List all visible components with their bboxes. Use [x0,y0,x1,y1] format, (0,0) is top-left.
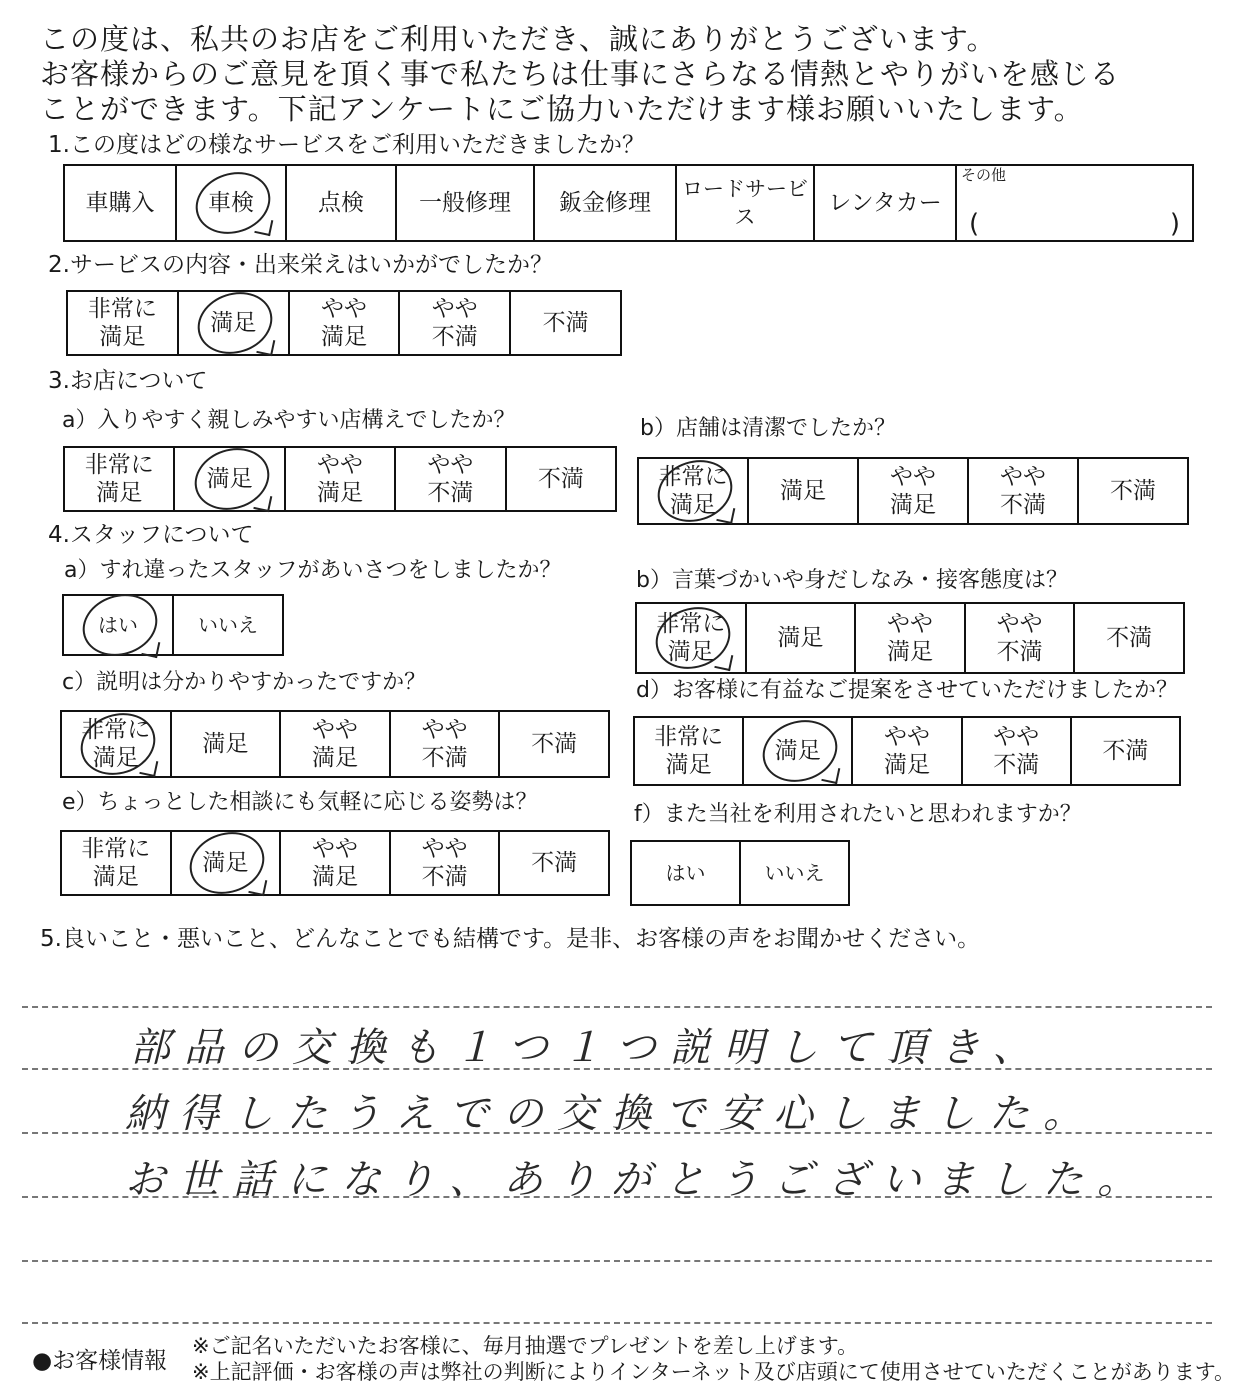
q4d-somewhat-dissatisfied[interactable]: やや 不満 [961,718,1070,784]
q4c-very-satisfied[interactable]: 非常に 満足 [62,712,170,776]
q3b-satisfied[interactable]: 満足 [747,459,857,523]
q4e-somewhat-dissatisfied[interactable]: やや 不満 [389,832,499,894]
q4a-yes[interactable]: はい [64,596,172,654]
q4e-very-satisfied[interactable]: 非常に 満足 [81,836,151,890]
q1-option-other[interactable]: その他 ( ) [955,166,1192,240]
intro-line-1: この度は、私共のお店をご利用いただき、誠にありがとうございます。 [40,22,997,56]
comment-line [22,1006,1212,1008]
q5-title: 5.良いこと・悪いこと、どんなことでも結構です。是非、お客様の声をお聞かせください。 [40,926,981,952]
q4e-satisfied[interactable]: 満足 [170,832,280,894]
q3b-dissatisfied[interactable]: 不満 [1077,459,1187,523]
q4d-title: d）お客様に有益なご提案をさせていただけましたか？ [636,678,1178,703]
q4b-title: b）言葉づかいや身だしなみ・接客態度は？ [636,568,1068,593]
q2-somewhat-dissatisfied[interactable]: やや 不満 [398,292,509,354]
q4d-rating [633,716,1181,786]
q3a-somewhat-satisfied[interactable]: やや 満足 [284,448,394,510]
q4b-somewhat-satisfied[interactable]: やや 満足 [854,604,964,672]
q4d-dissatisfied[interactable]: 不満 [1070,718,1179,784]
q4b-satisfied[interactable]: 満足 [745,604,855,672]
q4f-title: f）また当社を利用されたいと思われますか？ [634,802,1082,827]
q1-option-car-purchase[interactable]: 車購入 [85,190,155,216]
q2-title: 2.サービスの内容・出来栄えはいかがでしたか？ [48,252,553,278]
q3b-title: b）店舗は清潔でしたか？ [640,416,896,441]
comment-line [22,1322,1212,1324]
comment-line [22,1260,1212,1262]
q4f-no[interactable]: いいえ [739,842,848,904]
q3a-title: a）入りやすく親しみやすい店構えでしたか？ [62,408,516,433]
q4a-title: a）すれ違ったスタッフがあいさつをしましたか？ [64,558,562,583]
q1-option-general-repair[interactable]: 一般修理 [395,166,533,240]
q3b-very-satisfied[interactable]: 非常に 満足 [639,459,747,523]
q4a-options [62,594,284,656]
q2-somewhat-satisfied[interactable]: やや 満足 [288,292,399,354]
intro-line-3: ことができます。下記アンケートにご協力いただけます様お願いいたします。 [40,92,1084,126]
q4c-title: c）説明は分かりやすかったですか？ [62,670,427,695]
q1-option-inspection[interactable]: 車検 [175,166,285,240]
q4a-no[interactable]: いいえ [172,596,282,654]
q4f-options [630,840,850,906]
q3a-dissatisfied[interactable]: 不満 [505,448,615,510]
handwritten-comment-line-1: 部品の交換も１つ１つ説明して頂き、 [130,1025,1047,1071]
q4e-dissatisfied[interactable]: 不満 [498,832,608,894]
q1-option-rental-car[interactable]: レンタカー [813,166,955,240]
q4c-dissatisfied[interactable]: 不満 [498,712,608,776]
footer-note-1: ※ご記名いただいたお客様に、毎月抽選でプレゼントを差し上げます。 [192,1334,859,1358]
q1-title: 1.この度はどの様なサービスをご利用いただきましたか？ [48,132,645,158]
q3b-somewhat-satisfied[interactable]: やや 満足 [857,459,967,523]
q3a-rating [63,446,617,512]
customer-info-label: ●お客様情報 [32,1348,168,1374]
q4e-rating [60,830,610,896]
q4b-rating [635,602,1185,674]
q4-title: 4.スタッフについて [48,522,254,548]
q1-option-road-service[interactable]: ロードサービス [675,166,813,240]
q4b-dissatisfied[interactable]: 不満 [1073,604,1183,672]
q3a-somewhat-dissatisfied[interactable]: やや 不満 [394,448,504,510]
q2-very-satisfied[interactable]: 非常に 満足 [87,296,157,350]
q1-option-body-repair[interactable]: 鈑金修理 [533,166,675,240]
handwritten-comment-line-2: 納得したうえでの交換で安心しました。 [125,1091,1097,1137]
intro-text [40,22,1240,127]
q1-options [63,164,1194,242]
q4f-yes[interactable]: はい [665,861,706,885]
q2-dissatisfied[interactable]: 不満 [509,292,620,354]
q4b-somewhat-dissatisfied[interactable]: やや 不満 [964,604,1074,672]
q4e-title: e）ちょっとした相談にも気軽に応じる姿勢は？ [62,790,538,815]
intro-line-2: お客様からのご意見を頂く事で私たちは仕事にさらなる情熱とやりがいを感じる [40,57,1121,91]
q4c-satisfied[interactable]: 満足 [170,712,280,776]
q1-option-check[interactable]: 点検 [285,166,395,240]
q3a-satisfied[interactable]: 満足 [173,448,283,510]
q4c-rating [60,710,610,778]
q4d-very-satisfied[interactable]: 非常に 満足 [654,724,724,778]
q4d-somewhat-satisfied[interactable]: やや 満足 [851,718,960,784]
q4c-somewhat-dissatisfied[interactable]: やや 不満 [389,712,499,776]
footer-note-2: ※上記評価・お客様の声は弊社の判断によりインターネット及び店頭にて使用させていただくことがあります。 [192,1360,1236,1384]
q3-title: 3.お店について [48,368,208,394]
q4c-somewhat-satisfied[interactable]: やや 満足 [279,712,389,776]
q3b-rating [637,457,1189,525]
q4b-very-satisfied[interactable]: 非常に 満足 [637,604,745,672]
q4e-somewhat-satisfied[interactable]: やや 満足 [279,832,389,894]
q3a-very-satisfied[interactable]: 非常に 満足 [84,452,154,506]
q2-satisfied[interactable]: 満足 [177,292,288,354]
q4d-satisfied[interactable]: 満足 [742,718,851,784]
handwritten-comment-line-3: お世話になり、ありがとうございました。 [125,1157,1151,1203]
q2-rating [66,290,622,356]
q3b-somewhat-dissatisfied[interactable]: やや 不満 [967,459,1077,523]
